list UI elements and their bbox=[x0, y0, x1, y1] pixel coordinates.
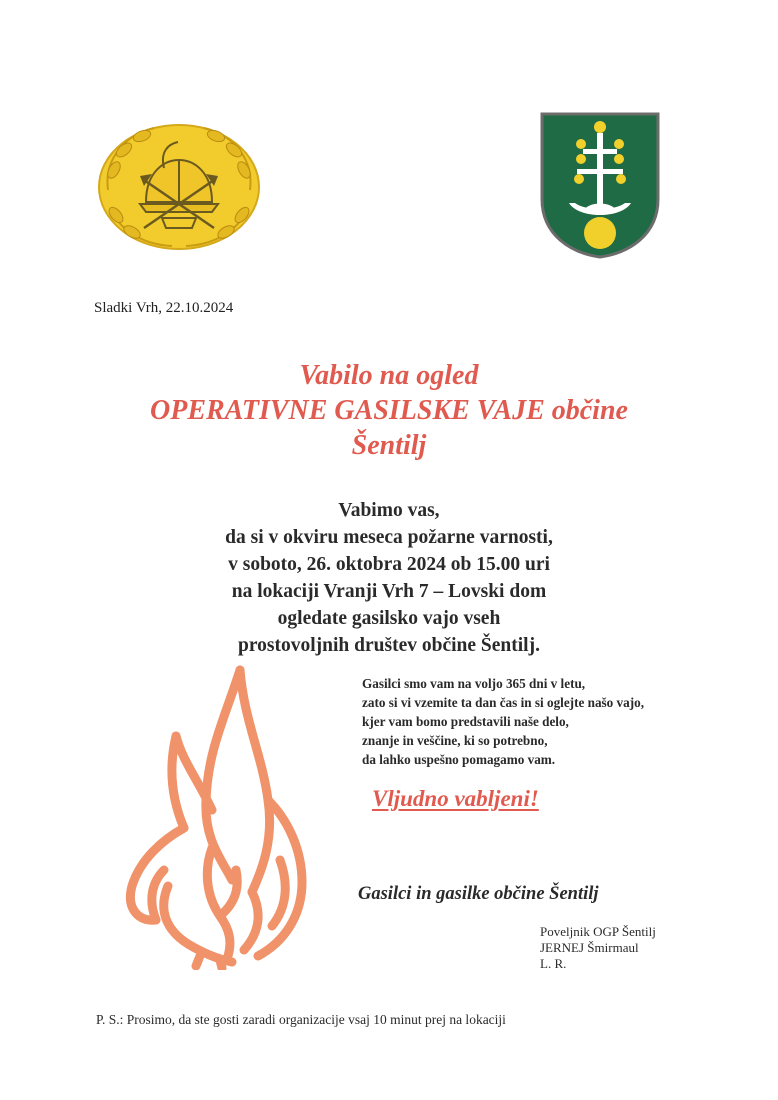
commander-initials: L. R. bbox=[540, 956, 567, 971]
title-line-1: Vabilo na ogled bbox=[299, 360, 479, 391]
commander-title: Poveljnik OGP Šentilj bbox=[540, 924, 656, 939]
commander-name: JERNEJ Šmirmaul bbox=[540, 940, 639, 955]
invitation-text bbox=[120, 497, 658, 659]
side-message bbox=[362, 674, 644, 769]
firefighter-emblem-icon bbox=[94, 120, 264, 255]
postscript: P. S.: Prosimo, da ste gosti zaradi organizacije vsaj 10 minut prej na lokaciji bbox=[96, 1012, 506, 1027]
signature: Gasilci in gasilke občine Šentilj bbox=[358, 884, 599, 904]
welcome-text: Vljudno vabljeni! bbox=[372, 786, 539, 811]
side-message-line: kjer vam bomo predstavili naše delo, bbox=[362, 714, 569, 729]
coat-of-arms-icon bbox=[539, 111, 661, 259]
date-line: Sladki Vrh, 22.10.2024 bbox=[94, 300, 234, 316]
invitation-line: na lokaciji Vranji Vrh 7 – Lovski dom bbox=[231, 581, 547, 602]
side-message-line: zato si vi vzemite ta dan čas in si oglejte našo vajo, bbox=[362, 695, 645, 710]
invitation-line: da si v okviru meseca požarne varnosti, bbox=[225, 527, 553, 548]
invitation-line: prostovoljnih društev občine Šentilj. bbox=[238, 635, 540, 656]
invitation-line: Vabimo vas, bbox=[338, 500, 440, 521]
side-message-line: Gasilci smo vam na voljo 365 dni v letu, bbox=[362, 676, 586, 691]
invitation-line: ogledate gasilsko vajo vseh bbox=[277, 608, 501, 629]
invitation-title bbox=[60, 358, 718, 463]
invitation-line: v soboto, 26. oktobra 2024 ob 15.00 uri bbox=[228, 554, 550, 575]
title-line-3: Šentilj bbox=[351, 430, 427, 461]
side-message-line: znanje in veščine, ki so potrebno, bbox=[362, 733, 548, 748]
commander-block bbox=[540, 924, 656, 972]
flame-icon bbox=[112, 660, 322, 970]
title-line-2: OPERATIVNE GASILSKE VAJE občine bbox=[150, 395, 628, 426]
side-message-line: da lahko uspešno pomagamo vam. bbox=[362, 752, 556, 767]
